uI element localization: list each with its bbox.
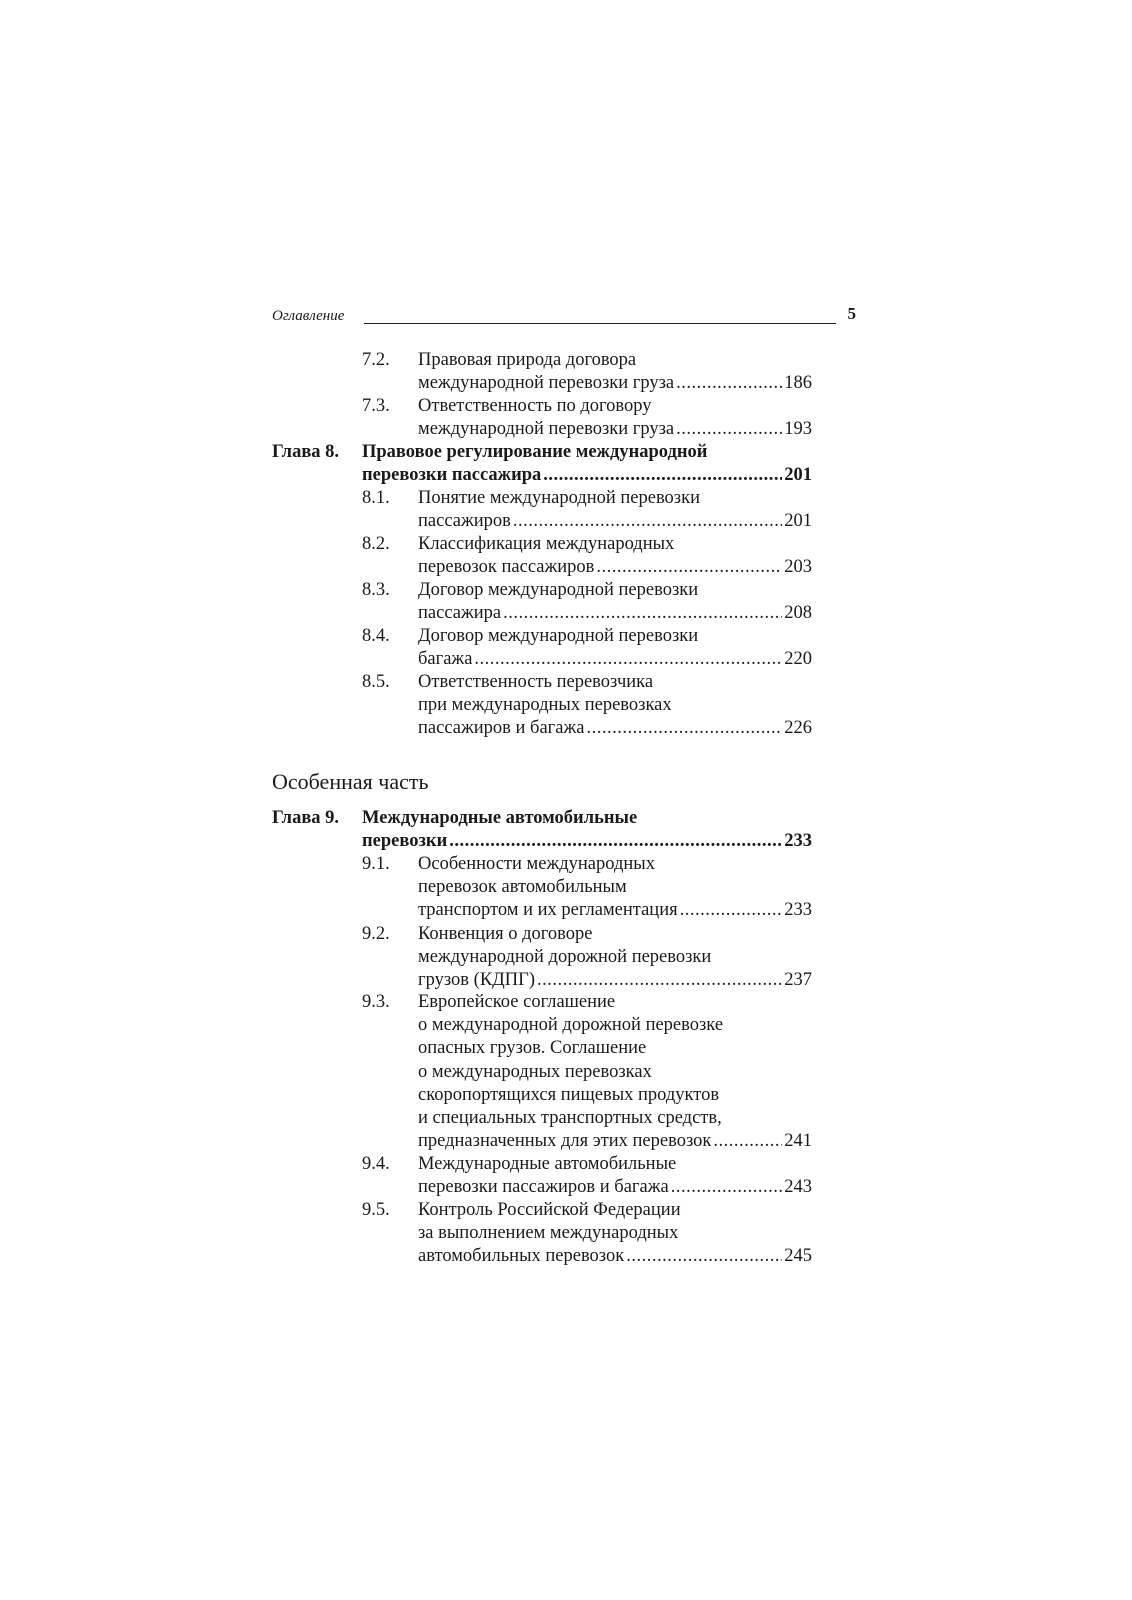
entry-title-line: опасных грузов. Соглашение [418,1038,647,1059]
dot-leader [503,601,782,625]
page-number: 208 [784,603,812,624]
dot-leader [626,1244,782,1268]
dot-leader [676,371,782,395]
entry-title-line: Международные автомобильные [418,1154,677,1174]
entry-title-line: Правовое регулирование международной [362,442,708,462]
dot-leader [680,898,783,922]
section-number: 8.1. [362,488,390,508]
entry-title-line: перевозки [362,831,448,852]
dot-leader [596,555,782,579]
page-number: 220 [784,649,812,670]
entry-title-line: при международных перевозках [418,695,672,716]
dot-leader [513,509,782,533]
entry-title-line: Правовая природа договора [418,350,637,370]
entry-title-line: предназначенных для этих перевозок [418,1131,712,1152]
entry-title-line: пассажиров и багажа [418,718,585,739]
page-number: 237 [784,970,812,991]
page-number: 233 [784,900,812,921]
running-head-page-number: 5 [847,304,856,323]
entry-title-line: Европейское соглашение [418,992,616,1012]
page-number: 245 [784,1246,812,1267]
page-number: 233 [784,831,812,852]
running-head [272,306,856,328]
entry-title-line: перевозок пассажиров [418,557,595,578]
entry-title-line: международной перевозки груза [418,373,675,394]
entry-title-line: транспортом и их регламентация [418,900,678,921]
dot-leader [537,968,782,992]
entry-title-line: Особенности международных [418,854,655,874]
entry-title-line: грузов (КДПГ) [418,970,535,991]
section-number: 7.2. [362,350,390,370]
section-number: 8.5. [362,672,390,692]
entry-title-line: перевозки пассажиров и багажа [418,1177,669,1198]
page-number: 226 [784,718,812,739]
running-head-title: Оглавление [272,308,345,324]
dot-leader [474,647,782,671]
header-rule [364,323,836,324]
section-number: 9.5. [362,1200,390,1220]
entry-title-line: Контроль Российской Федерации [418,1200,681,1220]
entry-title-line: Понятие международной перевозки [418,488,700,508]
dot-leader [586,716,782,740]
entry-title-line: Международные автомобильные [362,808,638,828]
page-number: 186 [784,373,812,394]
page-number: 201 [784,511,812,532]
page-number: 193 [784,419,812,440]
entry-title-line: международной дорожной перевозки [418,947,712,968]
dot-leader [713,1129,782,1153]
dot-leader [676,417,782,441]
dot-leader [543,463,782,487]
dot-leader [671,1175,783,1199]
chapter-number: Глава 8. [272,442,340,462]
section-number: 9.2. [362,924,390,944]
entry-title-line: и специальных транспортных средств, [418,1108,722,1128]
entry-title-line: международной перевозки груза [418,419,675,440]
entry-title-line: о международной дорожной перевозке [418,1015,724,1036]
entry-title-line: Классификация международных [418,534,675,554]
section-number: 9.3. [362,992,390,1012]
section-number: 8.3. [362,580,390,600]
entry-title-line: перевозки пассажира [362,465,542,486]
chapter-number: Глава 9. [272,808,340,828]
entry-title-line: Конвенция о договоре [418,924,593,944]
section-number: 9.1. [362,854,390,874]
entry-title-line: Договор международной перевозки [418,626,699,646]
entry-title-line: Ответственность по договору [418,396,652,416]
entry-title-line: перевозок автомобильным [418,877,627,898]
page-number: 203 [784,557,812,578]
entry-title-line: Договор международной перевозки [418,580,699,600]
dot-leader [449,829,782,853]
entry-title-line: пассажиров [418,511,511,532]
entry-title-line: багажа [418,649,473,670]
page-number: 201 [784,465,812,486]
part-heading: Особенная часть [272,769,429,794]
entry-title-line: пассажира [418,603,502,624]
entry-title-line: за выполнением международных [418,1223,679,1244]
entry-title-line: скоропортящихся пищевых продуктов [418,1084,720,1105]
page-number: 241 [784,1131,812,1152]
section-number: 9.4. [362,1154,390,1174]
entry-title-line: Ответственность перевозчика [418,672,654,692]
section-number: 8.2. [362,534,390,554]
entry-title-line: автомобильных перевозок [418,1246,625,1267]
page-number: 243 [784,1177,812,1198]
entry-title-line: о международных перевозках [418,1061,652,1082]
section-number: 8.4. [362,626,390,646]
section-number: 7.3. [362,396,390,416]
